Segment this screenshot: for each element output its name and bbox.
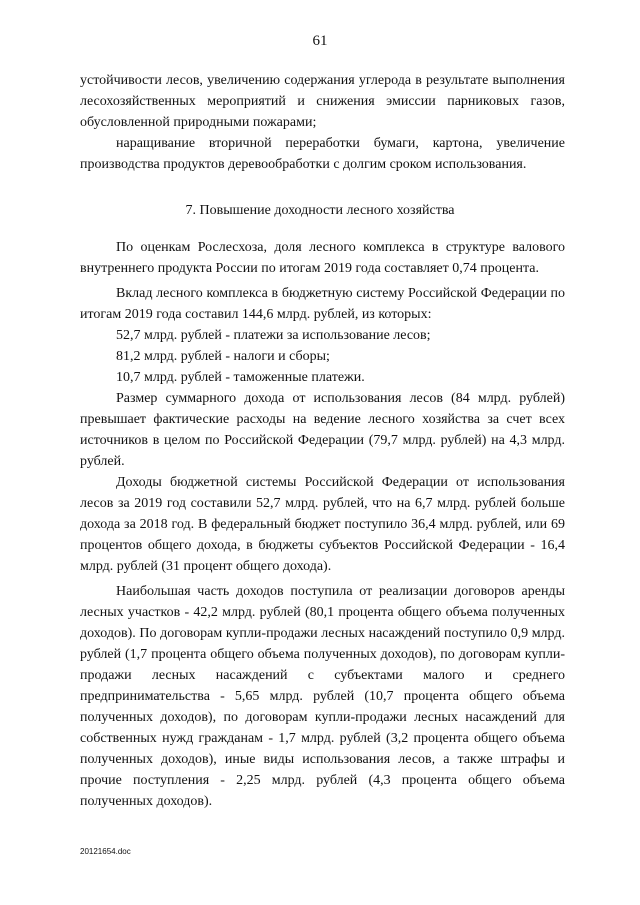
page-number: 61 <box>312 33 328 49</box>
footer-doc-code: 20121654.doc <box>80 847 131 856</box>
section-heading: 7. Повышение доходности лесного хозяйства <box>185 203 455 218</box>
paragraph-budget-contribution: Вклад лесного комплекса в бюджетную систему Российской Федерации по итогам 2019 года составил 144,6 млрд. рублей, из которых: <box>80 286 565 322</box>
list-item: 81,2 млрд. рублей - налоги и сборы; <box>116 349 330 364</box>
paragraph-revenue-breakdown: Наибольшая часть доходов поступила от реализации договоров аренды лесных участков - 42,2 млрд. рублей (80,1 процента общего объема полученных доходов). По договорам купли-продажи лесных насаждений поступило 0,9 млрд. рублей (1,7 процента общего объема полученных доходов), по договорам купли-продажи лесных насаждений с субъектами малого и среднего предпринимательства - 5,65 млрд. рублей (10,7 процента общего объема полученных доходов), по договорам купли-продажи лесных насаждений для собственных нужд гражданам - 1,7 млрд. рублей (3,2 процента общего объема полученных доходов), иные виды использования лесов, а также штрафы и прочие поступления - 2,25 млрд. рублей (4,3 процента общего объема полученных доходов). <box>80 584 565 809</box>
paragraph-gdp-share: По оценкам Рослесхоза, доля лесного комплекса в структуре валового внутреннего продукта России по итогам 2019 года составляет 0,74 процента. <box>80 240 565 276</box>
top-text-block <box>80 70 565 175</box>
paragraph-recycling: наращивание вторичной переработки бумаги, картона, увеличение производства продуктов деревообработки с долгим сроком использования. <box>80 136 565 172</box>
main-text-block <box>80 237 565 812</box>
list-item: 10,7 млрд. рублей - таможенные платежи. <box>116 370 365 385</box>
list-item: 52,7 млрд. рублей - платежи за использование лесов; <box>116 328 431 343</box>
paragraph-continuation: устойчивости лесов, увеличению содержания углерода в результате выполнения лесохозяйственных мероприятий и снижения эмиссии парниковых газов, обусловленной природными пожарами; <box>80 73 565 130</box>
paragraph-budget-revenue: Доходы бюджетной системы Российской Федерации от использования лесов за 2019 год составили 52,7 млрд. рублей, что на 6,7 млрд. рублей больше дохода за 2018 год. В федеральный бюджет поступило 36,4 млрд. рублей, или 69 процентов общего дохода, в бюджеты субъектов Российской Федерации - 16,4 млрд. рублей (31 процент общего дохода). <box>80 475 565 574</box>
paragraph-income-vs-expenses: Размер суммарного дохода от использования лесов (84 млрд. рублей) превышает фактические расходы на ведение лесного хозяйства за счет всех источников в целом по Российской Федерации (79,7 млрд. рублей) на 4,3 млрд. рублей. <box>80 391 565 469</box>
